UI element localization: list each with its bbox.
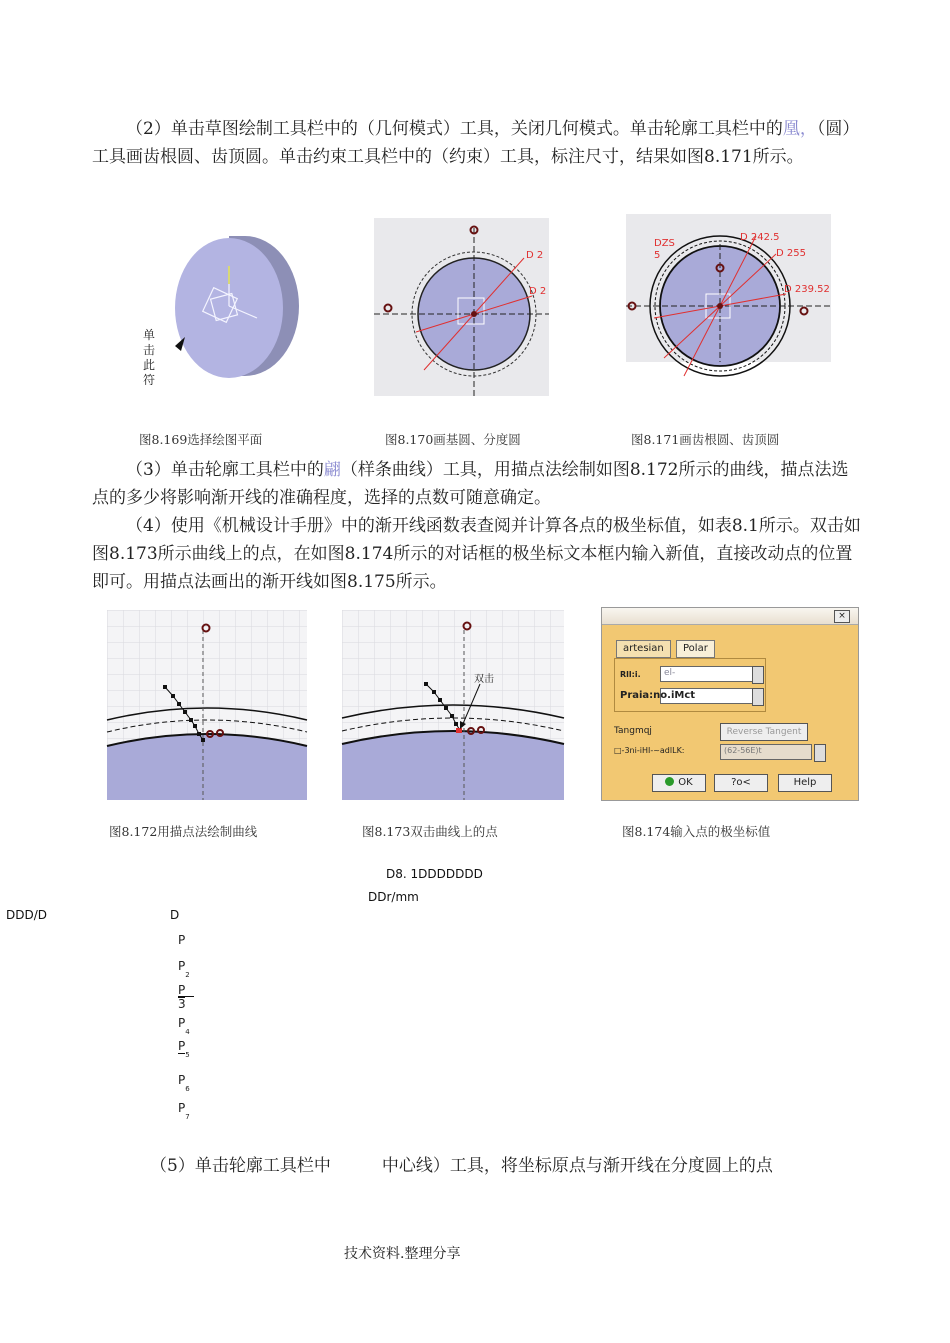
caption-8-173: 图8.173双击曲线上的点 [362,824,498,839]
caption-8-171: 图8.171画齿根圆、齿顶圆 [631,432,780,447]
paragraph-3 [92,456,862,512]
circle-tool-icon: 凰， [782,119,817,139]
double-click-callout: 双击 [474,674,494,685]
table-row-p5: $P_5$ [178,1039,190,1060]
ok-button[interactable]: OK [652,774,706,792]
table-unit: DDr/mm [368,890,419,904]
figure-8-173 [342,610,564,800]
paragraph-5: （5）单击轮廓工具栏中 中心线）工具，将坐标原点与渐开线在分度圆上的点 [150,1156,773,1176]
table-title: D8. 1DDDDDDD [386,867,483,881]
table-row-p1: P [178,933,186,947]
paragraph-2 [92,115,862,171]
plane-selection-illustration [163,236,301,380]
paragraph-2-text-a: （2）单击草图绘制工具栏中的（几何模式）工具，关闭几何模式。单击轮廓工具栏中的 [126,119,783,139]
base-and-pitch-circle-sketch [374,218,549,396]
curvature-field[interactable]: (62-56E)t [720,744,812,760]
caption-8-174: 图8.174输入点的极坐标值 [622,824,771,839]
polar-coordinate-dialog [601,607,859,801]
tab-polar[interactable]: Polar [676,640,715,658]
paragraph-2-text-b: （圆）工具画齿根圆、齿顶圆。单击约束工具栏中的（约束）工具，标注尺寸，结果如图8.171所示。 [92,119,860,167]
close-button[interactable]: × [834,610,850,623]
caption-8-170: 图8.170画基圆、分度圆 [385,432,521,447]
figure-8-170 [374,218,549,396]
curvature-spinner[interactable] [814,744,826,762]
ok-icon [665,777,674,786]
figure-8-169 [143,236,301,387]
dialog-title-bar [602,608,858,625]
radius-label: Rll:i. [620,670,641,679]
angle-spinner[interactable] [752,688,764,706]
table-row-p3: P 3 [178,983,194,1011]
tab-cartesian[interactable]: artesian [616,640,671,658]
caption-8-172: 图8.172用描点法绘制曲线 [109,824,258,839]
tangency-checkbox[interactable]: Tangmqj [614,726,652,736]
curvature-checkbox[interactable]: □-3ni-iHI-~adlLK: [614,746,685,755]
figure-8-171 [626,214,831,362]
caption-8-169: 图8.169选择绘图平面 [139,432,263,447]
page-footer: 技术资料.整理分享 [344,1246,461,1262]
paragraph-4: （4）使用《机械设计手册》中的渐开线函数表查阅并计算各点的极坐标值，如表8.1所示。双击如图8.173所示曲线上的点，在如图8.174所示的对话框的极坐标文本框内输入新值，直接改动点的位置即可。用描点法画出的渐开线如图8.175所示。 [92,516,861,592]
dimension-242-5: D 242.5 [740,232,780,243]
dimension-label-2: D 2 [529,286,547,297]
paragraph-3-text-b: （样条曲线）工具，用描点法绘制如图8.172所示的曲线，描点法选点的多少将影响渐开线的准确程度，选择的点数可随意确定。 [92,460,849,508]
dzs-label: DZS 5 [654,238,675,261]
spline-tool-icon: 翩 [323,460,341,480]
paragraph-3-text-a: （3）单击轮廓工具栏中的 [126,460,324,480]
angle-label: Praia:no.iMct [620,690,696,701]
table-row-p6: $P_6$ [178,1073,190,1094]
cancel-button[interactable]: ?o< [714,774,768,792]
dimension-239-52: D 239.52 [784,284,830,295]
radius-field[interactable]: el- [660,666,754,682]
table-header-mid: D [170,908,180,922]
table-row-p7: $P_7$ [178,1101,190,1122]
table-row-p2: $P_2$ [178,959,190,980]
dimension-255: D 255 [776,248,806,259]
table-row-p4: $P_4$ [178,1016,190,1037]
radius-spinner[interactable] [752,666,764,684]
reverse-tangent-button[interactable]: Reverse Tangent [720,723,808,741]
table-header-left: DDD/D [6,908,48,922]
click-here-label: 单击此符 [143,328,156,387]
help-button[interactable]: Help [778,774,832,792]
dimension-label-1: D 2 [526,250,544,261]
spline-points-sketch [107,610,307,800]
figure-8-172 [107,610,307,800]
double-click-point-sketch [342,610,564,800]
